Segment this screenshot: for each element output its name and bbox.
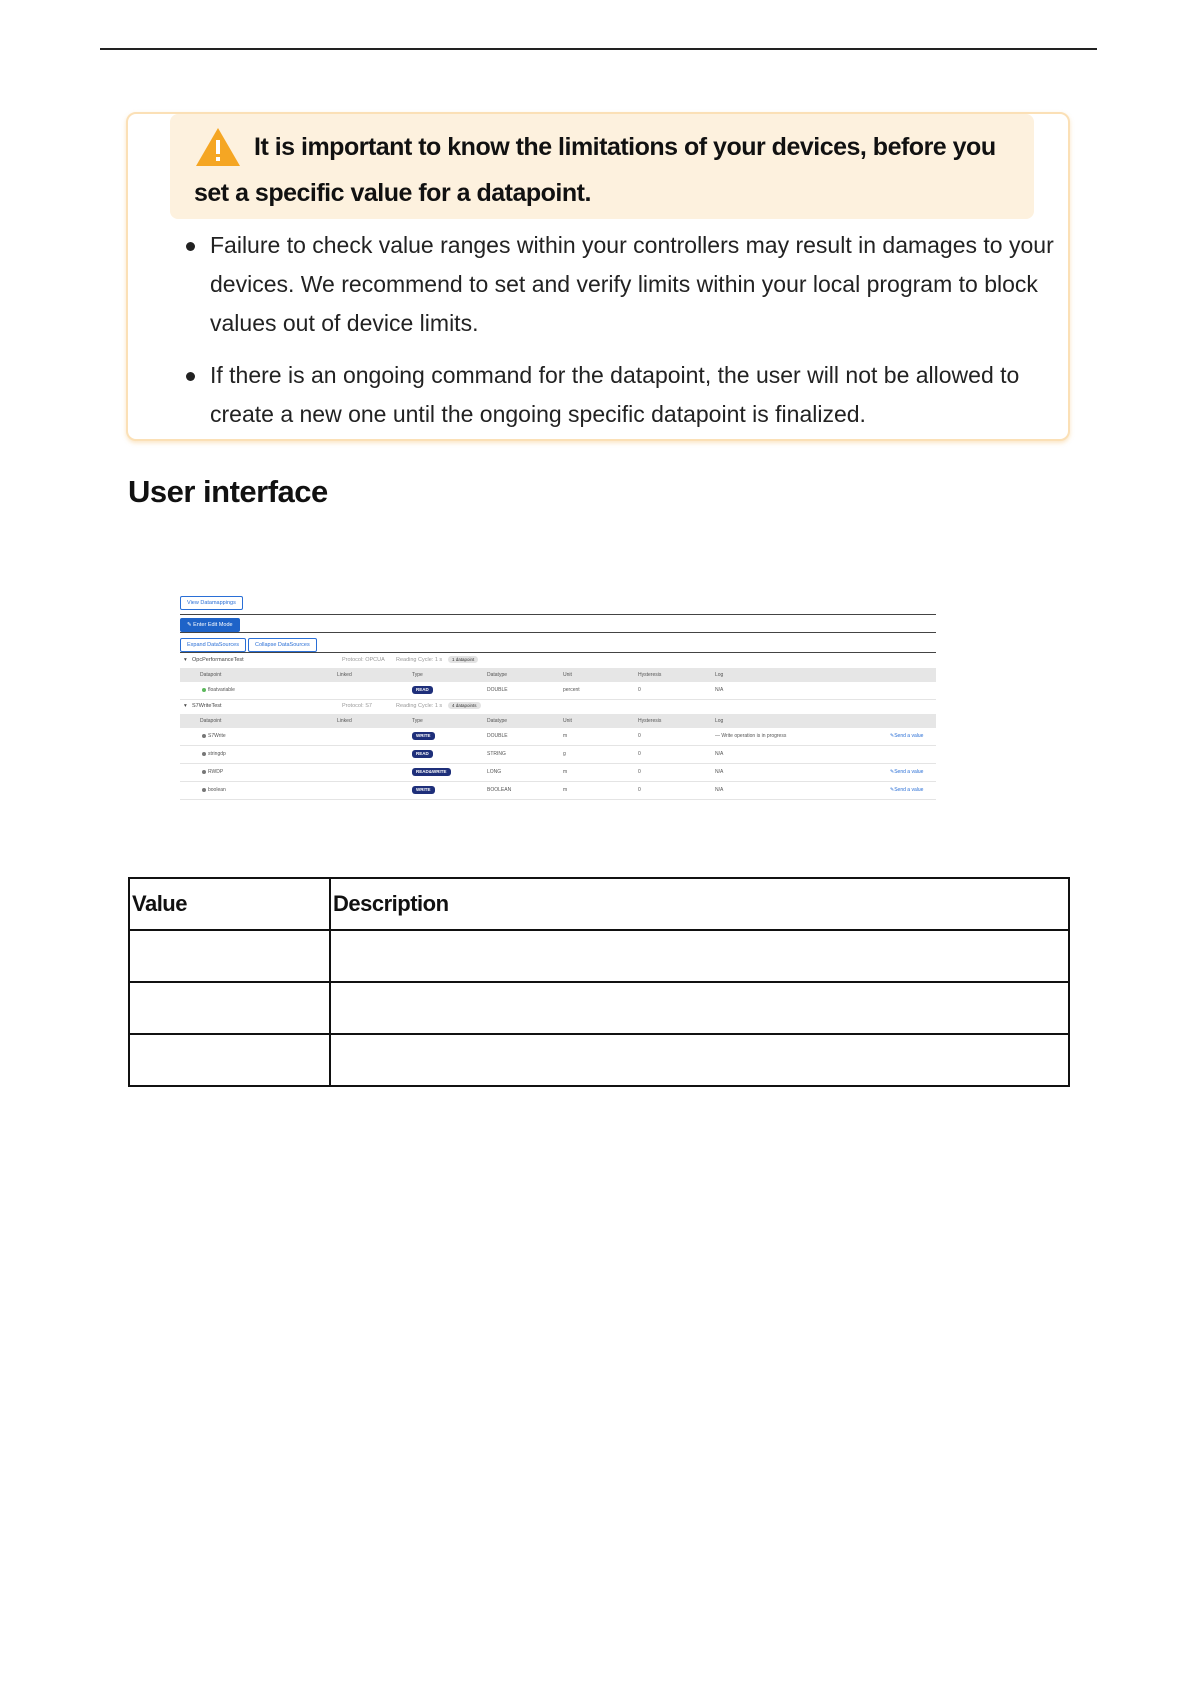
datapoint-hysteresis: 0	[638, 769, 641, 775]
description-cell	[330, 930, 1069, 982]
type-badge: READ	[412, 750, 433, 758]
datapoint-unit: m	[563, 769, 568, 775]
description-cell	[330, 1034, 1069, 1086]
warning-bullet: Failure to check value ranges within your controllers may result in damages to your devices. We recommend to set and verify limits within your local program to block values out of device limits.	[184, 226, 1054, 343]
type-badge: WRITE	[412, 786, 435, 794]
table-row[interactable]	[180, 764, 936, 782]
table-row	[129, 1034, 1069, 1086]
table-row[interactable]	[180, 682, 936, 700]
datasource-cycle: Reading Cycle: 1 s	[396, 657, 443, 663]
send-value-link[interactable]: ✎ Send a value	[890, 728, 894, 745]
send-value-label: Send a value	[894, 733, 924, 739]
datapoint-datatype: BOOLEAN	[487, 787, 512, 793]
datasource-cycle: Reading Cycle: 1 s	[396, 703, 443, 709]
datapoint-hysteresis: 0	[638, 733, 641, 739]
datasource-name: S7WriteTest	[192, 703, 222, 709]
divider	[180, 652, 936, 653]
datapoint-count-badge: 4 datapoints	[448, 702, 481, 709]
datapoint-name: stringdp	[208, 751, 226, 757]
value-cell	[129, 930, 330, 982]
status-dot-icon	[202, 734, 206, 738]
datapoint-log: N/A	[715, 769, 724, 775]
send-value-label: Send a value	[894, 769, 924, 775]
table-row	[129, 930, 1069, 982]
column-header: Log	[715, 672, 724, 678]
datapoint-datatype: LONG	[487, 769, 502, 775]
warning-callout	[126, 112, 1070, 441]
column-header: Hysteresis	[638, 672, 662, 678]
datapoint-unit: m	[563, 733, 568, 739]
datapoint-hysteresis: 0	[638, 787, 641, 793]
datapoint-name: floatvariable	[208, 687, 235, 693]
datasource-protocol: Protocol: S7	[342, 703, 372, 709]
column-header: Unit	[563, 672, 572, 678]
status-dot-icon	[202, 688, 206, 692]
column-header: Datapoint	[200, 672, 222, 678]
enter-edit-mode-label: Enter Edit Mode	[193, 622, 233, 628]
datapoint-datatype: DOUBLE	[487, 733, 508, 739]
datapoint-log: N/A	[715, 687, 724, 693]
datapoint-datatype: DOUBLE	[487, 687, 508, 693]
type-badge: WRITE	[412, 732, 435, 740]
send-value-link[interactable]: ✎ Send a value	[890, 782, 894, 799]
page-top-rule	[100, 48, 1097, 50]
datapoint-unit: percent	[563, 687, 580, 693]
datapoint-unit: g	[563, 751, 566, 757]
column-header: Datatype	[487, 718, 508, 724]
datapoint-hysteresis: 0	[638, 751, 641, 757]
type-badge: READ&WRITE	[412, 768, 451, 776]
datapoint-log: N/A	[715, 751, 724, 757]
datapoint-name: RWDP	[208, 769, 224, 775]
table-header	[180, 668, 936, 682]
value-cell	[129, 1034, 330, 1086]
table-row	[129, 982, 1069, 1034]
status-dot-icon	[202, 770, 206, 774]
divider	[180, 632, 936, 633]
table-header	[180, 714, 936, 728]
datapoint-log: N/A	[715, 787, 724, 793]
warning-title: It is important to know the limitations of your devices, before you set a specific value for a datapoint.	[194, 133, 996, 207]
datapoint-name: S7Write	[208, 733, 226, 739]
datapoints-screenshot	[180, 596, 936, 806]
status-dot-icon	[202, 752, 206, 756]
send-value-link[interactable]: ✎ Send a value	[890, 764, 894, 781]
column-header: Datatype	[487, 672, 508, 678]
column-header: Hysteresis	[638, 718, 662, 724]
value-cell	[129, 982, 330, 1034]
view-datamappings-button[interactable]: View Datamappings	[180, 596, 243, 610]
value-description-table	[128, 877, 1070, 1087]
column-header: Type	[412, 718, 423, 724]
datasource-protocol: Protocol: OPCUA	[342, 657, 385, 663]
table-row[interactable]	[180, 746, 936, 764]
warning-callout-header	[170, 114, 1034, 219]
column-header: Type	[412, 672, 423, 678]
column-header: Unit	[563, 718, 572, 724]
status-dot-icon	[202, 788, 206, 792]
datasource-group-header[interactable]	[180, 654, 936, 666]
warning-bullet-list	[184, 226, 1054, 447]
column-header: Linked	[337, 672, 352, 678]
datapoint-name: boolean	[208, 787, 226, 793]
datapoint-datatype: STRING	[487, 751, 506, 757]
datapoint-count-badge: 1 datapoint	[448, 656, 478, 663]
caret-down-icon: ▾	[184, 703, 187, 709]
table-row[interactable]	[180, 728, 936, 746]
table-header-row	[129, 878, 1069, 930]
collapse-datasources-button[interactable]: Collapse DataSources	[248, 638, 317, 652]
send-value-label: Send a value	[894, 787, 924, 793]
divider	[180, 614, 936, 615]
caret-down-icon: ▾	[184, 657, 187, 663]
datapoint-hysteresis: 0	[638, 687, 641, 693]
type-badge: READ	[412, 686, 433, 694]
enter-edit-mode-button[interactable]	[180, 618, 240, 632]
description-column-header: Description	[330, 878, 1069, 930]
datapoint-unit: m	[563, 787, 568, 793]
datasource-group-header[interactable]	[180, 700, 936, 712]
column-header: Log	[715, 718, 724, 724]
warning-bullet: If there is an ongoing command for the datapoint, the user will not be allowed to create a new one until the ongoing specific datapoint is finalized.	[184, 356, 1054, 434]
pencil-icon: ✎	[187, 622, 194, 628]
value-column-header: Value	[129, 878, 330, 930]
description-cell	[330, 982, 1069, 1034]
datapoint-log: — Write operation is in progress	[715, 733, 787, 739]
column-header: Datapoint	[200, 718, 222, 724]
table-row[interactable]	[180, 782, 936, 800]
column-header: Linked	[337, 718, 352, 724]
expand-datasources-button[interactable]: Expand DataSources	[180, 638, 246, 652]
section-title: User interface	[128, 474, 328, 509]
datasource-name: OpcPerformanceTest	[192, 657, 244, 663]
